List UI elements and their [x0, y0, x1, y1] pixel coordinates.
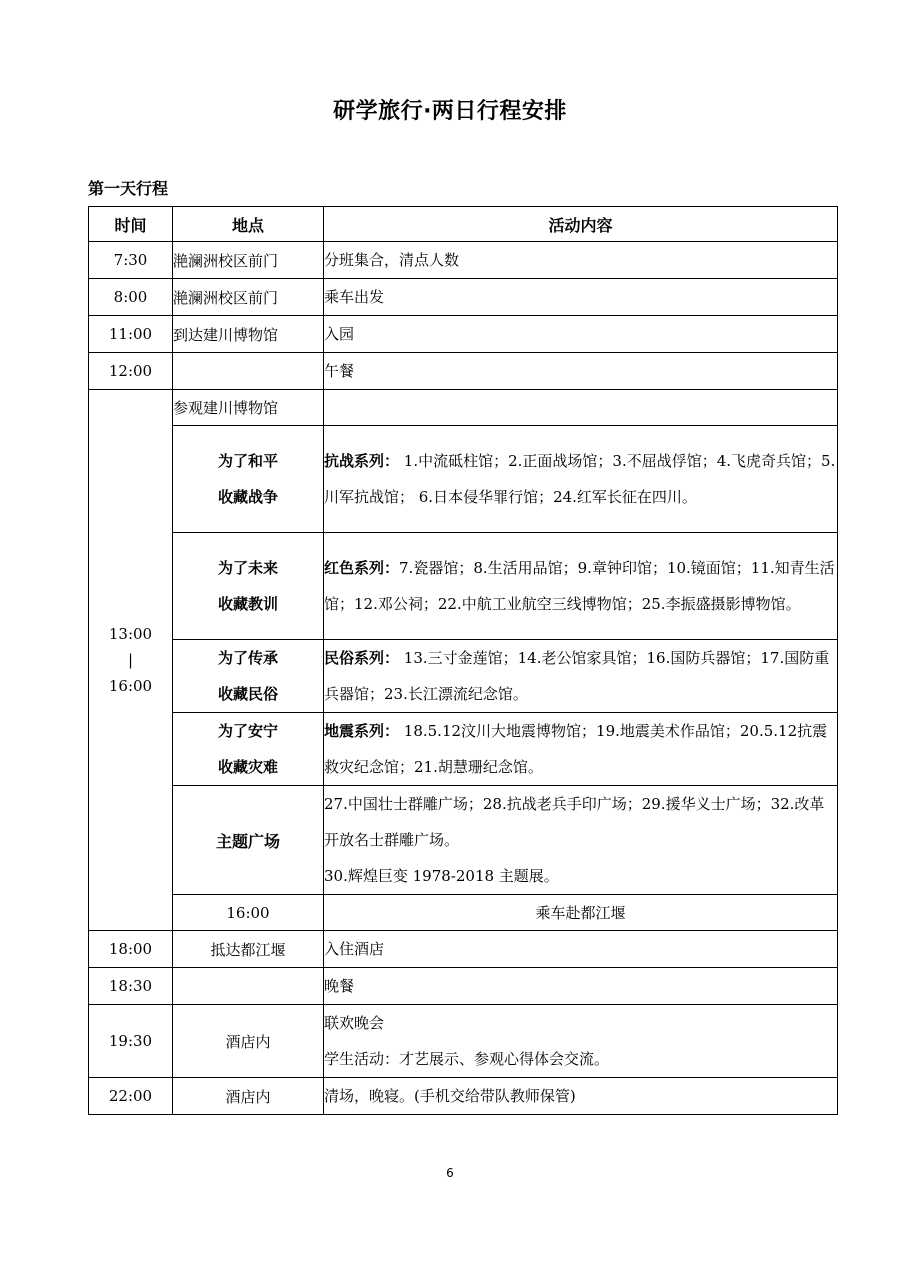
place-cell: 酒店内: [173, 1078, 324, 1115]
table-header-row: [89, 207, 838, 242]
time-cell: 7:30: [89, 242, 173, 279]
time-cell: 22:00: [89, 1078, 173, 1115]
group-activity-cell: [324, 640, 838, 713]
place-cell: 参观建川博物馆: [173, 390, 324, 426]
time-cell: 18:00: [89, 931, 173, 968]
museum-time-separator: |: [127, 651, 134, 669]
activity-cell: [324, 390, 838, 426]
series-name: 红色系列：: [324, 559, 400, 577]
group-label-cell: [173, 533, 324, 640]
series-name: 民俗系列：: [324, 649, 400, 667]
series-text: 18.5.12汶川大地震博物馆；19.地震美术作品馆；20.5.12抗震救灾纪念馆；21.胡慧珊纪念馆。: [324, 722, 828, 776]
table-row: [89, 279, 838, 316]
group-label-line1: 为了传承: [217, 649, 278, 667]
table-row: [89, 931, 838, 968]
group-label-line1: 为了未来: [217, 559, 278, 577]
activity-cell: 晚餐: [324, 968, 838, 1005]
museum-time-cell: [89, 390, 173, 931]
table-row: [89, 1078, 838, 1115]
header-activity: 活动内容: [324, 207, 838, 242]
activity-cell: 乘车出发: [324, 279, 838, 316]
plaza-activity-cell: [324, 786, 838, 895]
schedule-table: [88, 206, 838, 1115]
table-row: [89, 242, 838, 279]
group-label-line2: 收藏战争: [217, 488, 278, 506]
group-activity-cell: [324, 533, 838, 640]
table-row: [89, 316, 838, 353]
series-text: 13.三寸金莲馆；14.老公馆家具馆；16.国防兵器馆；17.国防重兵器馆；23.长江漂流纪念馆。: [324, 649, 830, 703]
museum-group-row: [89, 533, 838, 640]
time-cell: 12:00: [89, 353, 173, 390]
place-cell: 酒店内: [173, 1005, 324, 1078]
place-cell: [173, 968, 324, 1005]
group-label-line1: 为了和平: [217, 452, 278, 470]
museum-plaza-row: [89, 786, 838, 895]
page-title: 研学旅行·两日行程安排: [333, 99, 567, 124]
table-row: [89, 968, 838, 1005]
page-number: 6: [446, 1166, 454, 1180]
time-cell: 11:00: [89, 316, 173, 353]
place-cell: 乘车赴都江堰: [324, 895, 838, 931]
place-cell: 抵达都江堰: [173, 931, 324, 968]
group-label-line2: 收藏教训: [217, 595, 278, 613]
header-place: 地点: [173, 207, 324, 242]
place-cell: 滟澜洲校区前门: [173, 279, 324, 316]
series-name: 抗战系列：: [324, 452, 400, 470]
activity-line1: 联欢晚会: [324, 1014, 385, 1032]
table-row: [89, 1005, 838, 1078]
place-cell: 到达建川博物馆: [173, 316, 324, 353]
table-row: [89, 353, 838, 390]
group-label-cell: [173, 713, 324, 786]
series-text: 7.瓷器馆；8.生活用品馆；9.章钟印馆；10.镜面馆；11.知青生活馆；12.邓公祠；22.中航工业航空三线博物馆；25.李振盛摄影博物馆。: [324, 559, 835, 613]
group-label-line2: 收藏灾难: [217, 758, 278, 776]
plaza-label-cell: 主题广场: [173, 786, 324, 895]
group-activity-cell: [324, 713, 838, 786]
activity-cell: 分班集合，清点人数: [324, 242, 838, 279]
series-text: 1.中流砥柱馆；2.正面战场馆；3.不屈战俘馆；4.飞虎奇兵馆；5.川军抗战馆； 6.日本侵华罪行馆；24.红军长征在四川。: [324, 452, 836, 506]
group-activity-cell: [324, 426, 838, 533]
time-cell: 16:00: [173, 895, 324, 931]
activity-line2: 学生活动：才艺展示、参观心得体会交流。: [324, 1050, 610, 1068]
museum-group-row: [89, 426, 838, 533]
group-label-cell: [173, 426, 324, 533]
museum-time-start: 13:00: [108, 625, 153, 643]
time-cell: 18:30: [89, 968, 173, 1005]
plaza-text-line1: 27.中国壮士群雕广场；28.抗战老兵手印广场；29.援华义士广场；32.改革开放名士群雕广场。: [324, 795, 825, 849]
series-name: 地震系列：: [324, 722, 400, 740]
place-cell: 滟澜洲校区前门: [173, 242, 324, 279]
activity-cell: 入住酒店: [324, 931, 838, 968]
group-label-line1: 为了安宁: [217, 722, 278, 740]
museum-group-row: [89, 713, 838, 786]
group-label-cell: [173, 640, 324, 713]
time-cell: 19:30: [89, 1005, 173, 1078]
table-row: [89, 895, 838, 931]
place-cell: [173, 353, 324, 390]
activity-cell: 入园: [324, 316, 838, 353]
activity-cell: 午餐: [324, 353, 838, 390]
section-heading: 第一天行程: [88, 179, 169, 198]
museum-visit-row: [89, 390, 838, 426]
museum-group-row: [89, 640, 838, 713]
group-label-line2: 收藏民俗: [217, 685, 278, 703]
activity-cell: 清场，晚寝。(手机交给带队教师保管): [324, 1078, 838, 1115]
museum-time-end: 16:00: [108, 677, 153, 695]
activity-cell: [324, 1005, 838, 1078]
header-time: 时间: [89, 207, 173, 242]
time-cell: 8:00: [89, 279, 173, 316]
plaza-text-line2: 30.辉煌巨变 1978-2018 主题展。: [324, 867, 559, 885]
